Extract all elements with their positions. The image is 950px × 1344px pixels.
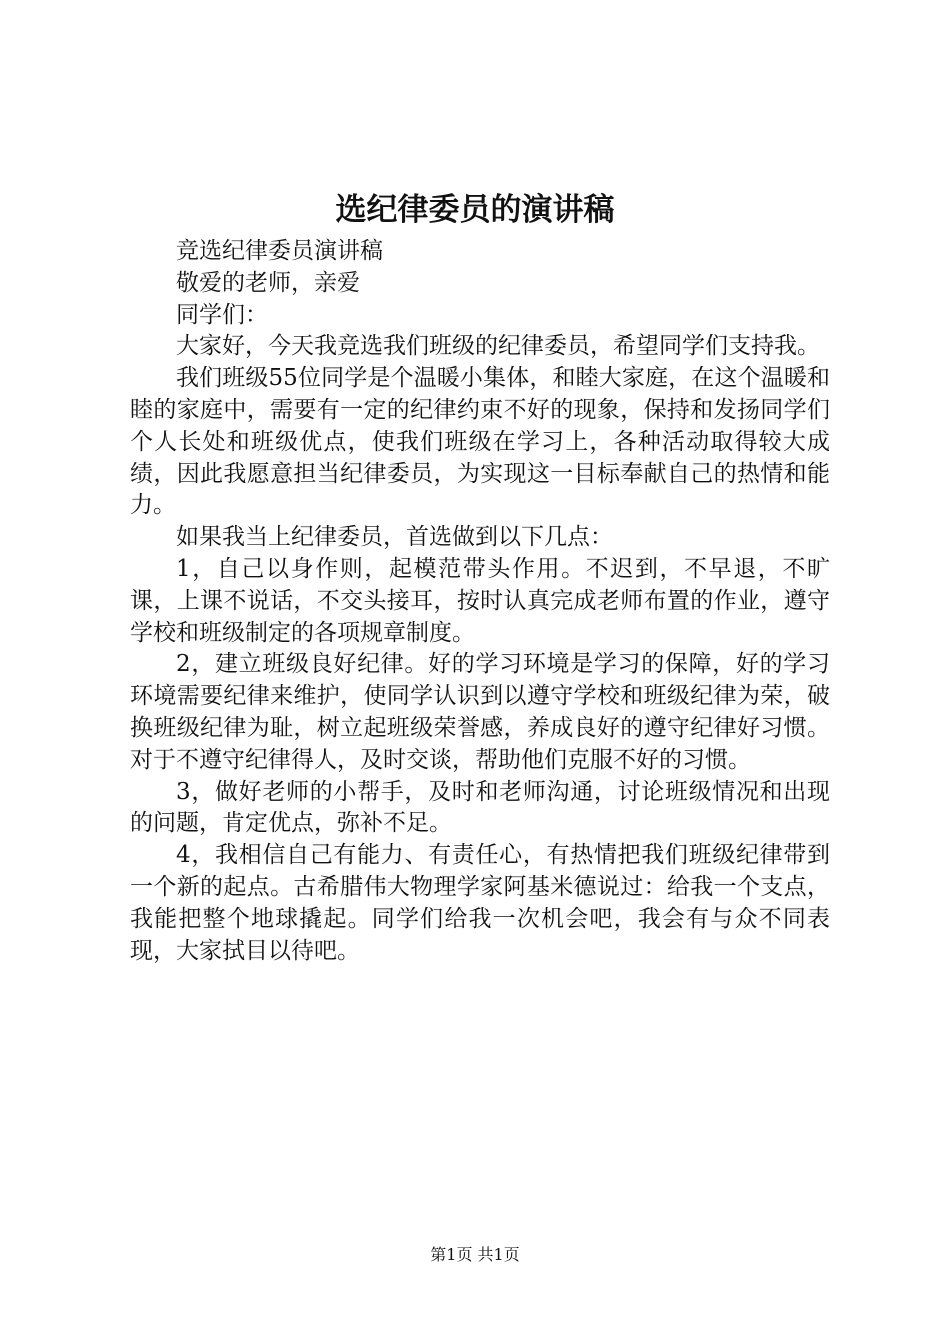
- paragraph-greeting: 大家好，今天我竞选我们班级的纪律委员，希望同学们支持我。: [176, 333, 820, 360]
- paragraph-plan-intro: 如果我当上纪律委员，首选做到以下几点：: [176, 524, 613, 551]
- paragraph-point-3: 3，做好老师的小帮手，及时和老师沟通，讨论班级情况和出现的问题，肯定优点，弥补不足。: [130, 778, 830, 837]
- paragraph-point-4: 4，我相信自己有能力、有责任心，有热情把我们班级纪律带到一个新的起点。古希腊伟大物理学家阿基米德说过：给我一个支点，我能把整个地球撬起。同学们给我一次机会吧，我会有与众不同表现，大家拭目以待吧。: [130, 842, 830, 964]
- paragraph-point-2: 2，建立班级良好纪律。好的学习环境是学习的保障，好的学习环境需要纪律来维护，使同学认识到以遵守学校和班级纪律为荣，破换班级纪律为耻，树立起班级荣誉感，养成良好的遵守纪律好习惯。对于不遵守纪律得人，及时交谈，帮助他们克服不好的习惯。: [130, 651, 830, 773]
- paragraph-class-intro: 我们班级55位同学是个温暖小集体，和睦大家庭，在这个温暖和睦的家庭中，需要有一定的纪律约束不好的现象，保持和发扬同学们个人长处和班级优点，使我们班级在学习上，各种活动取得较大成绩，因此我愿意担当纪律委员，为实现这一目标奉献自己的热情和能力。: [130, 365, 830, 519]
- paragraph-salutation-1: 敬爱的老师，亲爱: [176, 269, 360, 296]
- document-body: [130, 236, 830, 967]
- document-title: 选纪律委员的演讲稿: [335, 192, 615, 228]
- page-footer: 第1页 共1页: [430, 1245, 520, 1264]
- paragraph-salutation-2: 同学们：: [176, 301, 268, 328]
- paragraph-point-1: 1，自己以身作则，起模范带头作用。不迟到，不早退，不旷课，上课不说话，不交头接耳，按时认真完成老师布置的作业，遵守学校和班级制定的各项规章制度。: [130, 555, 830, 646]
- paragraph-subtitle: 竞选纪律委员演讲稿: [176, 238, 383, 264]
